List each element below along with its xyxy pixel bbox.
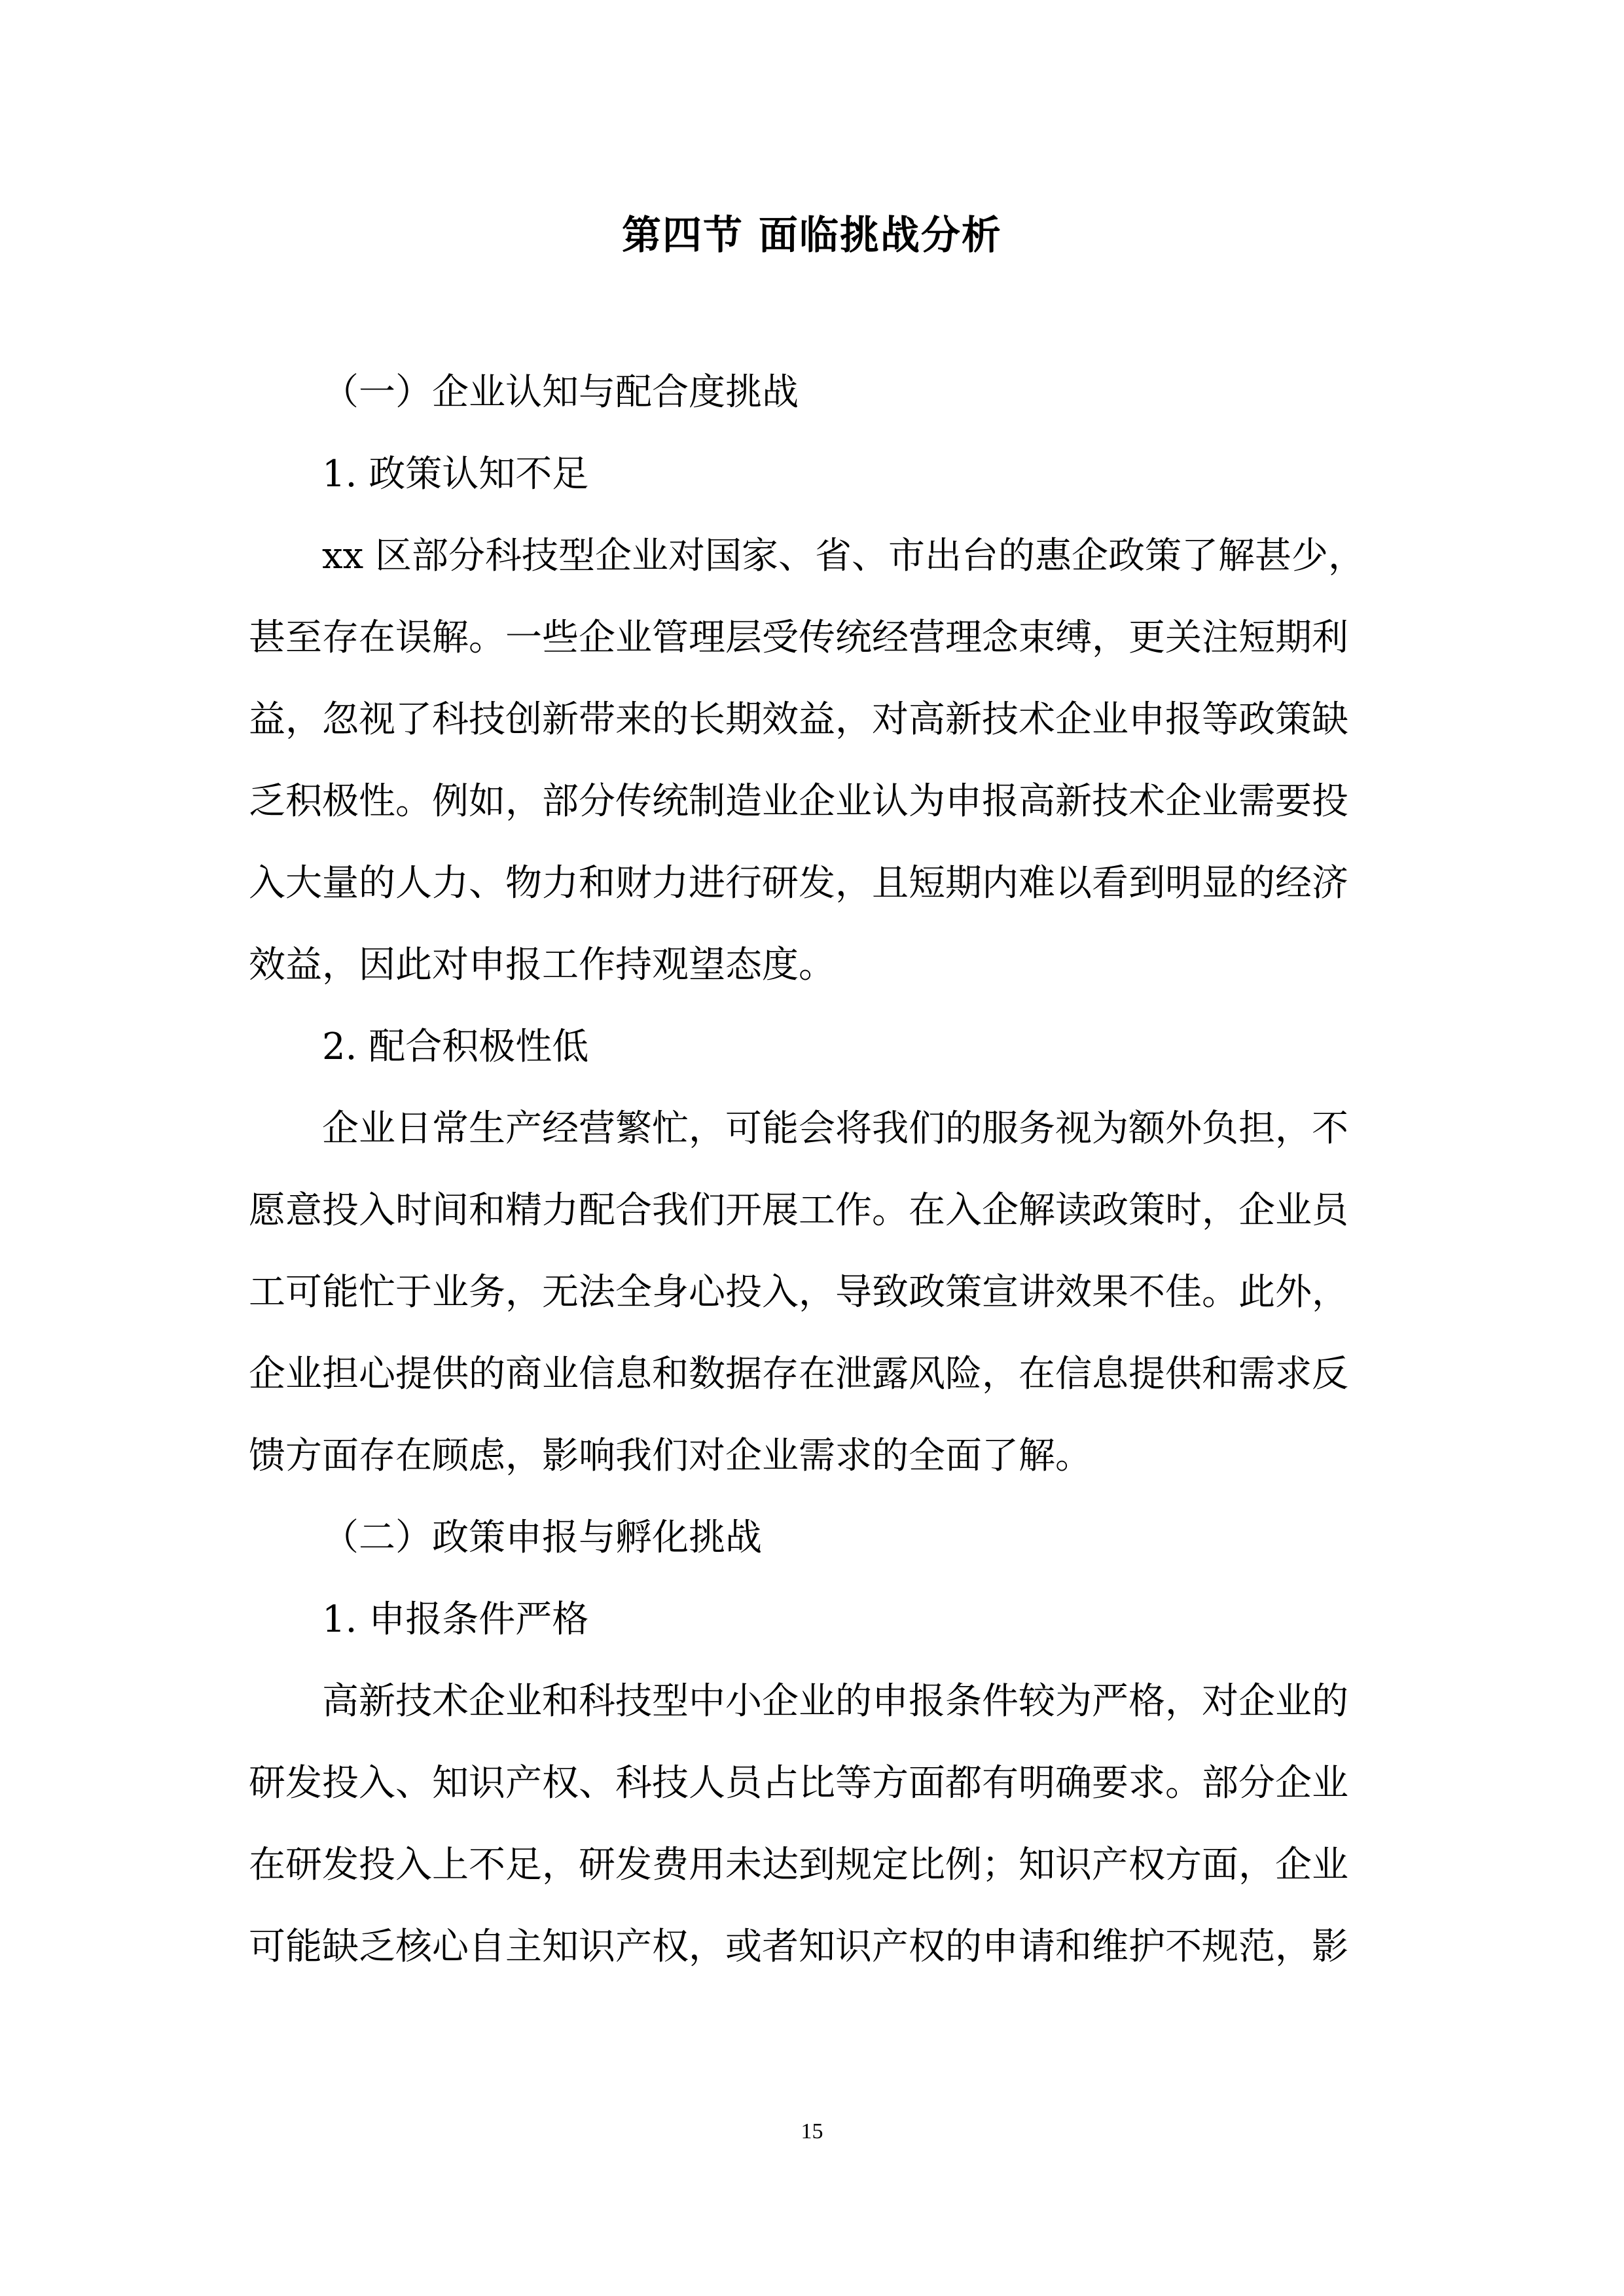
paragraph-line: 企业日常生产经营繁忙，可能会将我们的服务视为额外负担，不 [322, 1107, 1348, 1150]
paragraph-line: 高新技术企业和科技型中小企业的申报条件较为严格，对企业的 [322, 1680, 1348, 1723]
paragraph-line: 可能缺乏核心自主知识产权，或者知识产权的申请和维护不规范，影 [249, 1926, 1348, 1968]
subsection-heading: （二）政策申报与孵化挑战 [322, 1516, 762, 1559]
paragraph-line: 馈方面存在顾虑，影响我们对企业需求的全面了解。 [249, 1435, 1092, 1477]
subsection-heading: （一）企业认知与配合度挑战 [322, 371, 799, 414]
paragraph-line: 效益，因此对申报工作持观望态度。 [249, 944, 835, 986]
paragraph-line: 愿意投入时间和精力配合我们开展工作。在入企解读政策时，企业员 [249, 1189, 1348, 1232]
paragraph-line: 乏积极性。例如，部分传统制造业企业认为申报高新技术企业需要投 [249, 780, 1348, 823]
section-title: 第四节 面临挑战分析 [622, 213, 1002, 259]
paragraph-line: 企业担心提供的商业信息和数据存在泄露风险，在信息提供和需求反 [249, 1353, 1348, 1395]
page-number: 15 [801, 2119, 823, 2144]
item-heading: 1. 申报条件严格 [322, 1598, 589, 1641]
paragraph-line: 入大量的人力、物力和财力进行研发，且短期内难以看到明显的经济 [249, 862, 1348, 905]
paragraph-line: 益，忽视了科技创新带来的长期效益，对高新技术企业申报等政策缺 [249, 698, 1348, 741]
paragraph-line: 工可能忙于业务，无法全身心投入，导致政策宣讲效果不佳。此外， [249, 1271, 1348, 1314]
paragraph-line: 甚至存在误解。一些企业管理层受传统经营理念束缚，更关注短期利 [249, 617, 1348, 659]
paragraph-line: 在研发投入上不足，研发费用未达到规定比例；知识产权方面，企业 [249, 1844, 1348, 1886]
item-heading: 2. 配合积极性低 [322, 1026, 589, 1068]
paragraph-line: 研发投入、知识产权、科技人员占比等方面都有明确要求。部分企业 [249, 1762, 1348, 1804]
item-heading: 1. 政策认知不足 [322, 453, 589, 495]
paragraph-line: xx 区部分科技型企业对国家、省、市出台的惠企政策了解甚少， [322, 535, 1365, 577]
